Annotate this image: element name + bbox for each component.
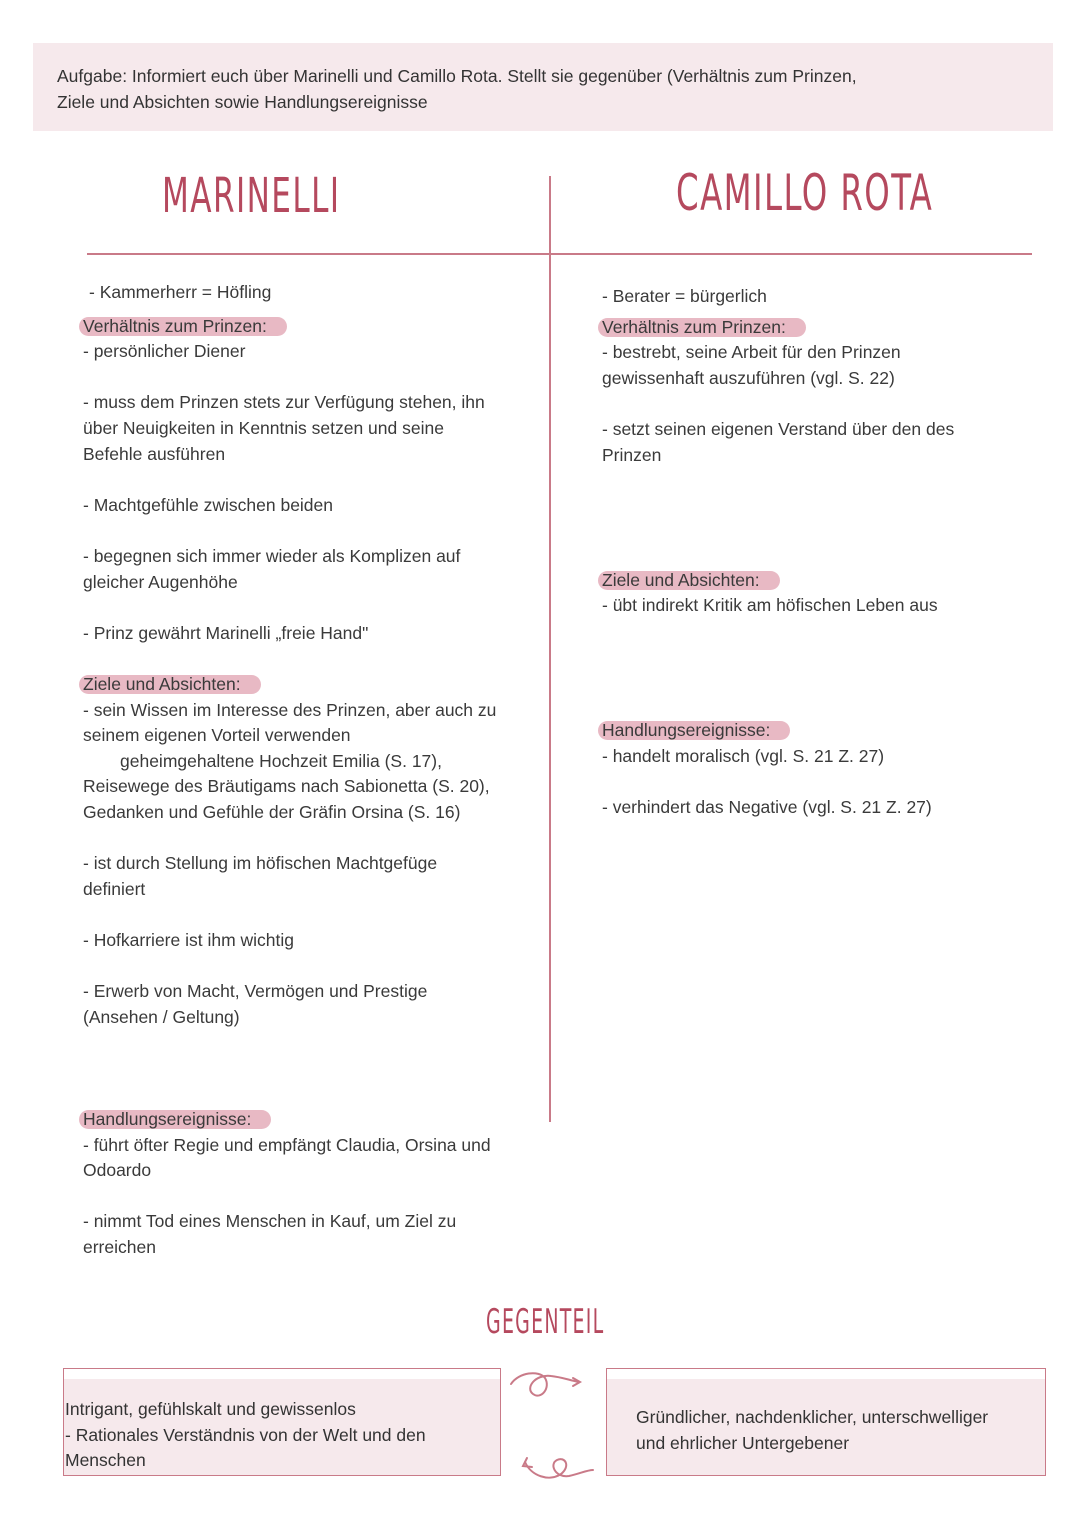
contrast-heading: GEGENTEIL	[486, 1302, 605, 1342]
list-item: Gedanken und Gefühle der Gräfin Orsina (S. 16)	[83, 801, 461, 822]
list-item: - verhindert das Negative (vgl. S. 21 Z. 27)	[602, 796, 932, 817]
list-item: Befehle ausführen	[83, 443, 226, 464]
task-line-1: Aufgabe: Informiert euch über Marinelli und Camillo Rota. Stellt sie gegenüber (Verhältnis zum Prinzen,	[57, 66, 857, 86]
task-line-2: Ziele und Absichten sowie Handlungsereignisse	[57, 92, 428, 112]
list-item: - Hofkarriere ist ihm wichtig	[83, 929, 295, 950]
marinelli-section-relation: Verhältnis zum Prinzen:	[79, 317, 287, 336]
list-item: - führt öfter Regie und empfängt Claudia, Orsina und	[83, 1134, 491, 1155]
list-item: - ist durch Stellung im höfischen Machtgefüge	[83, 853, 438, 874]
list-item: - muss dem Prinzen stets zur Verfügung stehen, ihn	[83, 392, 485, 413]
list-item: - persönlicher Diener	[83, 341, 246, 362]
summary-line: Gründlicher, nachdenklicher, unterschwelliger	[636, 1407, 989, 1427]
summary-line: Intrigant, gefühlskalt und gewissenlos	[65, 1399, 356, 1419]
list-item: über Neuigkeiten in Kenntnis setzen und seine	[83, 417, 444, 438]
list-item: definiert	[83, 878, 146, 899]
list-item: - Prinz gewährt Marinelli „freie Hand"	[83, 622, 369, 643]
marinelli-role: - Kammerherr = Höfling	[89, 282, 272, 302]
vertical-divider	[549, 176, 551, 1122]
marinelli-summary-box	[63, 1368, 501, 1476]
list-item: geheimgehaltene Hochzeit Emilia (S. 17),	[120, 750, 442, 771]
list-item: - Erwerb von Macht, Vermögen und Prestige	[83, 981, 428, 1002]
list-item: (Ansehen / Geltung)	[83, 1006, 240, 1027]
summary-line: und ehrlicher Untergebener	[636, 1432, 850, 1453]
rota-summary-box	[606, 1368, 1046, 1476]
list-item: - begegnen sich immer wieder als Komplizen auf	[83, 545, 461, 566]
list-item: - sein Wissen im Interesse des Prinzen, aber auch zu	[83, 699, 497, 720]
task-box	[33, 43, 1053, 131]
list-item: Reisewege des Bräutigams nach Sabionetta (S. 20),	[83, 776, 490, 797]
list-item: seinem eigenen Vorteil verwenden	[83, 725, 351, 746]
summary-line: Menschen	[65, 1450, 146, 1471]
summary-line: - Rationales Verständnis von der Welt und den	[65, 1424, 426, 1445]
list-item: - Machtgefühle zwischen beiden	[83, 494, 334, 515]
marinelli-section-goals: Ziele und Absichten:	[79, 675, 261, 694]
rota-role: - Berater = bürgerlich	[602, 286, 767, 306]
list-item: - setzt seinen eigenen Verstand über den des	[602, 418, 955, 439]
rota-heading: CAMILLO ROTA	[676, 164, 934, 222]
list-item: - bestrebt, seine Arbeit für den Prinzen	[602, 342, 901, 363]
list-item: - handelt moralisch (vgl. S. 21 Z. 27)	[602, 745, 885, 766]
list-item: Odoardo	[83, 1160, 152, 1181]
list-item: Prinzen	[602, 444, 662, 465]
horizontal-divider	[87, 253, 1032, 255]
list-item: - übt indirekt Kritik am höfischen Leben aus	[602, 595, 938, 616]
marinelli-column	[83, 280, 496, 1261]
list-item: - nimmt Tod eines Menschen in Kauf, um Ziel zu	[83, 1211, 457, 1232]
marinelli-heading: MARINELLI	[162, 168, 341, 224]
swap-arrows-icon	[505, 1366, 601, 1486]
list-item: gewissenhaft auszuführen (vgl. S. 22)	[602, 367, 895, 388]
rota-section-goals: Ziele und Absichten:	[598, 571, 780, 590]
rota-column	[602, 284, 954, 820]
rota-section-actions: Handlungsereignisse:	[598, 721, 790, 740]
list-item: gleicher Augenhöhe	[83, 571, 238, 592]
marinelli-section-actions: Handlungsereignisse:	[79, 1110, 271, 1129]
rota-section-relation: Verhältnis zum Prinzen:	[598, 318, 806, 337]
list-item: erreichen	[83, 1236, 156, 1257]
